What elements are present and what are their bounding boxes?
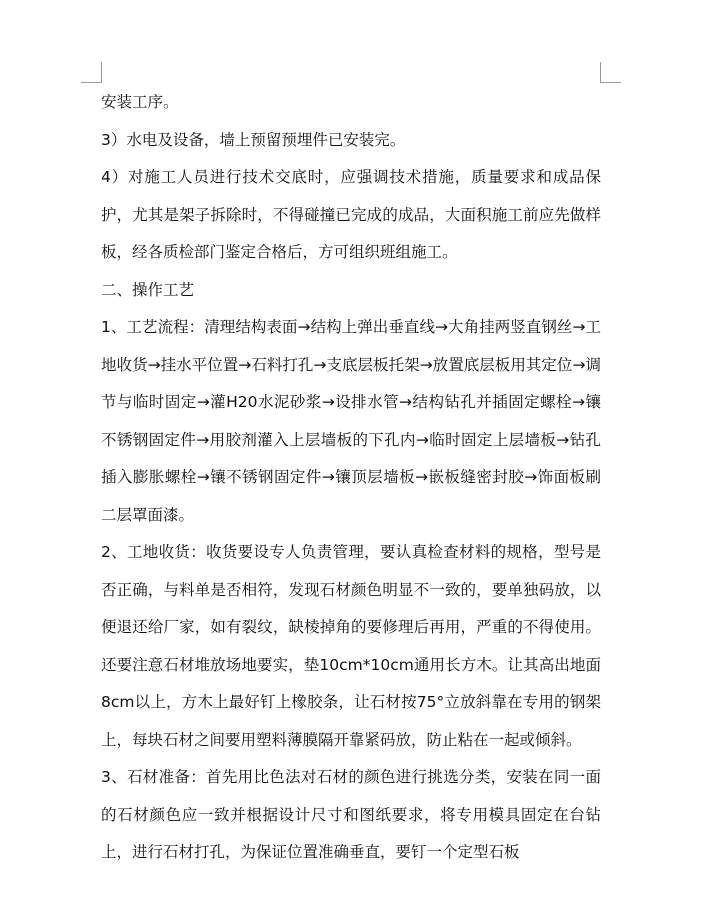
paragraph-site-receiving: 2、工地收货：收货要设专人负责管理，要认真检查材料的规格，型号是否正确，与料单是否相符，发现石材颜色明显不一致的，要单独码放，以便退还给厂家，如有裂纹，缺棱掉角的要修理后再用，严重的不得使用。还要注意石材堆放场地要实，垫10cm*10cm通用长方木。让其高出地面8cm以上，方木上最好钉上橡胶条，让石材按75°立放斜靠在专用的钢架上，每块石材之间要用塑料薄膜隔开靠紧码放，防止粘在一起或倾斜。: [101, 543, 601, 749]
top-left-margin-mark: [81, 62, 102, 83]
paragraph-item-4: 4）对施工人员进行技术交底时，应强调技术措施，质量要求和成品保护，尤其是架子拆除时，不得碰撞已完成的成品，大面积施工前应先做样板，经各质检部门鉴定合格后，方可组织班组施工。: [101, 168, 601, 261]
section-heading-operation-process: 二、操作工艺: [101, 280, 195, 299]
paragraph-install-sequence: 安装工序。: [101, 93, 179, 111]
paragraph-stone-preparation: 3、石材准备：首先用比色法对石材的颜色进行挑选分类，安装在同一面的石材颜色应一致并根据设计尺寸和图纸要求，将专用模具固定在台钻上，进行石材打孔，为保证位置准确垂直，要钉一个定型石板: [101, 768, 601, 861]
top-right-margin-mark: [600, 62, 621, 83]
document-body: [101, 84, 601, 872]
paragraph-process-flow: 1、工艺流程：清理结构表面→结构上弹出垂直线→大角挂两竖直钢丝→工地收货→挂水平位置→石料打孔→支底层板托架→放置底层板用其定位→调节与临时固定→灌H20水泥砂浆→设排水管→结构钻孔并插固定螺栓→镶不锈钢固定件→用胶剂灌入上层墙板的下孔内→临时固定上层墙板→钻孔插入膨胀螺栓→镶不锈钢固定件→镶顶层墙板→嵌板缝密封胶→饰面板刷二层罩面漆。: [101, 318, 601, 524]
paragraph-item-3: 3）水电及设备，墙上预留预埋件已安装完。: [101, 130, 406, 149]
